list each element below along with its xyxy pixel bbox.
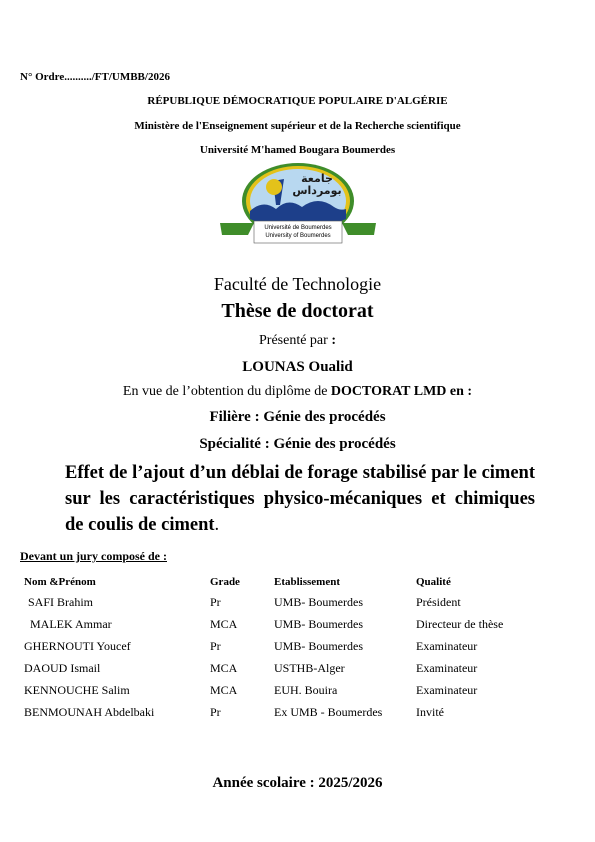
logo-left-ribbon [220,223,254,235]
ministry-line: Ministère de l'Enseignement supérieur et de la Recherche scientifique [134,120,461,132]
table-row [24,613,536,635]
jury-col-name: Nom &Prénom [24,576,96,588]
jury-grade: Pr [210,594,221,609]
jury-institution: Ex UMB - Boumerdes [274,704,383,719]
logo-sun [266,179,282,195]
jury-col-role: Qualité [416,576,451,588]
logo-right-ribbon [342,223,376,235]
university-line: Université M'hamed Bougara Boumerdes [199,144,396,156]
jury-name: BENMOUNAH Abdelbaki [24,704,155,719]
jury-institution: UMB- Boumerdes [274,616,363,631]
jury-header-row [24,573,536,591]
logo-caption-fr: Université de Boumerdes [264,225,332,231]
jury-heading: Devant un jury composé de : [20,549,167,563]
jury-grade: Pr [210,638,221,653]
jury-name: DAOUD Ismail [24,660,101,675]
university-logo [218,161,378,249]
table-row [24,657,536,679]
specialite-line: Spécialité : Génie des procédés [199,436,396,452]
logo-caption-en: University of Boumerdes [265,233,331,239]
thesis-title-end: . [214,515,220,535]
thesis-title [65,460,535,538]
jury-table [24,573,536,723]
logo-arabic-text: جامعة بومرداس [292,172,342,197]
degree-name: DOCTORAT LMD en : [330,384,473,399]
presented-by [0,333,595,349]
thesis-title-main: Effet de l’ajout d’un déblai de forage stabilisé par le ciment sur les caractéristiques physico-mécaniques et chimiques de coulis de ciment [65,463,535,535]
jury-name: MALEK Ammar [30,616,112,631]
table-row [24,635,536,657]
degree-prefix: En vue de l’obtention du diplôme de [122,384,331,399]
jury-role: Examinateur [416,638,478,653]
jury-institution: UMB- Boumerdes [274,638,363,653]
jury-role: Invité [416,704,444,719]
degree-line [0,384,595,400]
jury-grade: MCA [210,682,238,697]
jury-col-institution: Etablissement [274,576,340,588]
doc-type: Thèse de doctorat [221,300,374,322]
jury-institution: UMB- Boumerdes [274,594,363,609]
faculty-name: Faculté de Technologie [213,274,382,294]
filiere-line: Filière : Génie des procédés [209,409,386,425]
table-row [24,591,536,613]
presented-by-label: Présenté par [259,333,328,348]
jury-institution: USTHB-Alger [274,660,345,675]
jury-col-grade: Grade [210,576,240,588]
jury-grade: MCA [210,616,238,631]
jury-name: SAFI Brahim [28,594,94,609]
order-number: N° Ordre........../FT/UMBB/2026 [20,71,170,83]
table-row [24,679,536,701]
table-row [24,701,536,723]
jury-name: GHERNOUTI Youcef [24,638,131,653]
jury-role: Président [416,594,461,609]
academic-year: Année scolaire : 2025/2026 [212,775,383,791]
presented-by-colon: : [327,333,336,348]
jury-role: Examinateur [416,682,478,697]
republic-line: RÉPUBLIQUE DÉMOCRATIQUE POPULAIRE D'ALGÉRIE [147,95,448,107]
jury-role: Examinateur [416,660,478,675]
jury-name: KENNOUCHE Salim [24,682,130,697]
jury-institution: EUH. Bouira [274,682,338,697]
jury-role: Directeur de thèse [416,616,504,631]
jury-grade: Pr [210,704,221,719]
logo-caption [254,224,342,240]
jury-grade: MCA [210,660,238,675]
author-name: LOUNAS Oualid [242,359,353,375]
